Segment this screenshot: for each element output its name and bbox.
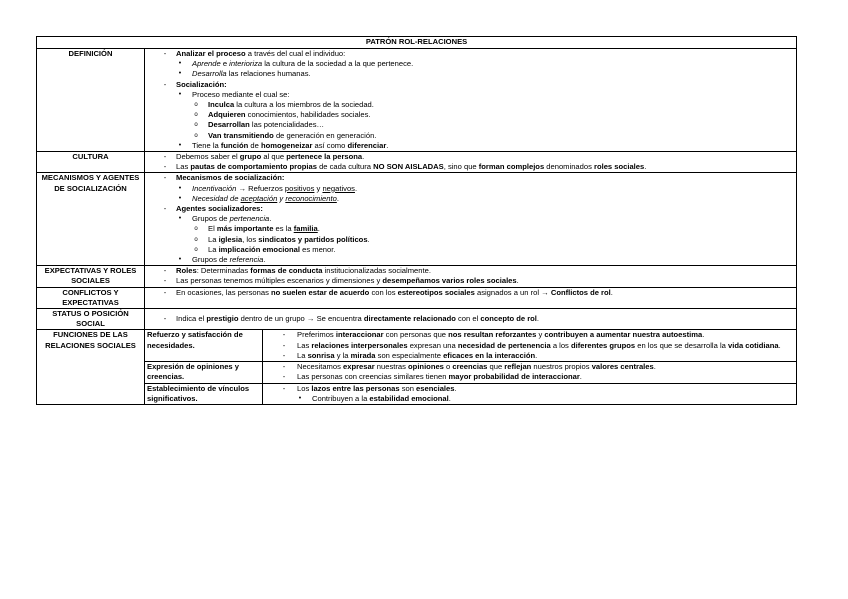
label-expectativas: EXPECTATIVAS Y ROLES SOCIALES — [37, 266, 145, 287]
list-item: - Agentes socializadores: — [163, 204, 263, 214]
list-item: - Indica el prestigio dentro de un grupo → Se encuentra directamente relacionado con el concepto de rol. — [163, 314, 540, 324]
table-title: PATRÓN ROL-RELACIONES — [37, 37, 797, 49]
list-item: o Desarrollan las potencialidades… — [194, 120, 325, 130]
list-item: • Grupos de referencia. — [178, 255, 266, 265]
list-item: - La sonrisa y la mirada son especialmente eficaces en la interacción. — [282, 350, 538, 360]
label-funciones: FUNCIONES DE LAS RELACIONES SOCIALES — [37, 330, 145, 404]
content-vinculos — [263, 383, 797, 404]
list-item: • Aprende e interioriza la cultura de la sociedad a la que pertenece. — [178, 59, 414, 69]
sublabel-vinculos: Establecimiento de vínculos significativos. — [145, 383, 263, 404]
row-conflictos — [37, 287, 797, 308]
row-mecanismos — [37, 173, 797, 266]
list-item: • Incentivación → Refuerzos positivos y negativos. — [178, 183, 358, 193]
list-item: • Necesidad de aceptación y reconocimiento. — [178, 193, 339, 203]
list-item: - En ocasiones, las personas no suelen estar de acuerdo con los estereotipos sociales asignados a un rol → Conflictos de rol. — [163, 287, 613, 297]
list-item: - Necesitamos expresar nuestras opiniones o creencias que reflejan nuestros propios valores centrales. — [282, 362, 656, 372]
list-item: o Van transmitiendo de generación en generación. — [194, 130, 377, 140]
list-item: o La implicación emocional es menor. — [194, 244, 336, 254]
list-item: - Las relaciones interpersonales expresan una necesidad de pertenencia a los diferentes grupos en los que se desarrolla la vida cotidiana. — [282, 340, 781, 350]
content-expresion — [263, 362, 797, 383]
content-expectativas — [145, 266, 797, 287]
row-definicion — [37, 49, 797, 152]
label-conflictos: CONFLICTOS Y EXPECTATIVAS — [37, 287, 145, 308]
content-definicion — [145, 49, 797, 152]
content-status — [145, 309, 797, 330]
list-item: o Inculca la cultura a los miembros de la sociedad. — [194, 100, 374, 110]
content-mecanismos — [145, 173, 797, 266]
list-item: - Las personas tenemos múltiples escenarios y dimensiones y desempeñamos varios roles sociales. — [163, 276, 519, 286]
row-status — [37, 309, 797, 330]
list-item: • Proceso mediante el cual se: — [178, 89, 290, 99]
list-item: - Las personas con creencias similares tienen mayor probabilidad de interaccionar. — [282, 372, 582, 382]
list-item: o La iglesia, los sindicatos y partidos políticos. — [194, 234, 370, 244]
list-item: • Contribuyen a la estabilidad emocional. — [298, 393, 451, 403]
label-definicion: DEFINICIÓN — [37, 49, 145, 152]
content-cultura — [145, 152, 797, 173]
label-status: STATUS O POSICIÓN SOCIAL — [37, 309, 145, 330]
list-item: o El más importante es la familia. — [194, 224, 320, 234]
rol-relaciones-table — [36, 36, 797, 405]
content-refuerzo — [263, 330, 797, 362]
label-cultura: CULTURA — [37, 152, 145, 173]
list-item: • Tiene la función de homogeneizar así como diferenciar. — [178, 140, 389, 150]
list-item: - Debemos saber el grupo al que pertenece la persona. — [163, 152, 365, 162]
list-item: - Roles: Determinadas formas de conducta institucionalizadas socialmente. — [163, 266, 431, 276]
list-item: • Desarrolla las relaciones humanas. — [178, 69, 311, 79]
row-funciones-refuerzo — [37, 330, 797, 362]
sublabel-expresion: Expresión de opiniones y creencias. — [145, 362, 263, 383]
list-item: - Mecanismos de socialización: — [163, 173, 285, 183]
content-conflictos — [145, 287, 797, 308]
list-item: - Las pautas de comportamiento propias de cada cultura NO SON AISLADAS, sino que forman complejos denominados roles sociales. — [163, 162, 647, 172]
row-funciones-vinculos — [37, 383, 797, 404]
list-item: - Analizar el proceso a través del cual el individuo: — [163, 49, 346, 58]
list-item: - Preferimos interaccionar con personas que nos resultan reforzantes y contribuyen a aumentar nuestra autoestima. — [282, 330, 705, 340]
label-mecanismos: MECANISMOS Y AGENTES DE SOCIALIZACIÓN — [37, 173, 145, 266]
list-item: o Adquieren conocimientos, habilidades sociales. — [194, 110, 371, 120]
list-item: - Los lazos entre las personas son esenciales. — [282, 383, 457, 393]
row-expectativas — [37, 266, 797, 287]
title-row — [37, 37, 797, 49]
list-item: • Grupos de pertenencia. — [178, 214, 272, 224]
sublabel-refuerzo: Refuerzo y satisfacción de necesidades. — [145, 330, 263, 362]
row-cultura — [37, 152, 797, 173]
list-item: - Socialización: — [163, 79, 227, 89]
row-funciones-expresion — [37, 362, 797, 383]
